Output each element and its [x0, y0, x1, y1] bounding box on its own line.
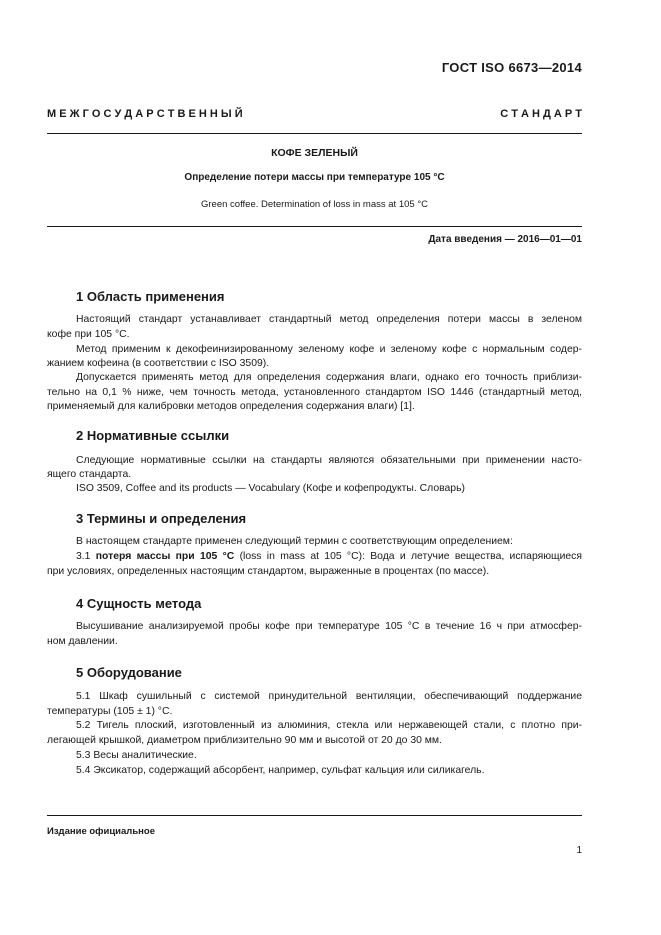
paragraph-line: Следующие нормативные ссылки на стандарты являются обязательными при применении насто-: [76, 455, 582, 466]
paragraph-line: Метод применим к декофеинизированному зеленому кофе и зеленому кофе с нормальным содер-: [76, 344, 582, 355]
paragraph-line: жанием кофеина (в соответствии с ISO 3509).: [47, 358, 270, 369]
term-definition-line: [76, 549, 582, 565]
document-subtitle: Определение потери массы при температуре 105 °С: [184, 172, 445, 183]
term-number: 3.1: [76, 551, 91, 562]
paragraph-line: температуры (105 ± 1) °С.: [47, 706, 173, 717]
footer-divider: [47, 815, 582, 816]
section-heading: 4 Сущность метода: [76, 596, 202, 611]
paragraph-line: Высушивание анализируемой пробы кофе при температуре 105 °С в течение 16 ч при атмосфер-: [76, 621, 582, 632]
divider: [47, 226, 582, 227]
paragraph-line: при условиях, определенных настоящим стандартом, выраженные в процентах (по массе).: [47, 566, 490, 577]
paragraph-line: применяемый для калибровки методов определения содержания влаги) [1].: [47, 401, 415, 412]
paragraph-line: тельно на 0,1 % ниже, чем точность метода, установленного стандартом ISO 1446 (стандартный метод,: [47, 387, 582, 398]
section-heading: 1 Область применения: [76, 289, 225, 304]
paragraph-line: Настоящий стандарт устанавливает стандартный метод определения потери массы в зеленом: [76, 314, 582, 325]
page-number: 1: [576, 845, 582, 856]
paragraph-line: 5.2 Тигель плоский, изготовленный из алюминия, стекла или нержавеющей стали, с плотно при-: [76, 720, 582, 731]
paragraph-line: Допускается применять метод для определения содержания влаги, однако его точность приблизи-: [76, 372, 582, 383]
document-title: КОФЕ ЗЕЛЕНЫЙ: [271, 147, 358, 159]
standard-type-banner: [47, 108, 582, 124]
official-edition-note: Издание официальное: [47, 826, 155, 837]
introduction-date: Дата введения — 2016—01—01: [428, 234, 582, 245]
term-name: потеря массы при 105 °С: [95, 551, 235, 562]
banner-left: М Е Ж Г О С У Д А Р С Т В Е Н Н Ы Й: [47, 108, 243, 120]
document-title-english: Green coffee. Determination of loss in mass at 105 °C: [201, 199, 428, 210]
section-heading: 5 Оборудование: [76, 665, 182, 680]
paragraph-line: 5.1 Шкаф сушильный с системой принудительной вентиляции, обеспечивающий поддержание: [76, 691, 582, 702]
divider: [47, 133, 582, 134]
paragraph-line: В настоящем стандарте применен следующий термин с соответствующим определением:: [76, 536, 513, 547]
term-definition: (loss in mass at 105 °C): Вода и летучие вещества, испаряющиеся: [239, 551, 582, 562]
standard-number: ГОСТ ISO 6673—2014: [441, 60, 582, 75]
section-heading: 2 Нормативные ссылки: [76, 428, 230, 443]
paragraph-line: ном давлении.: [47, 636, 118, 647]
paragraph-line: кофе при 105 °С.: [47, 329, 130, 340]
banner-right: С Т А Н Д А Р Т: [500, 108, 582, 120]
paragraph-line: ящего стандарта.: [47, 469, 132, 480]
paragraph-line: ISO 3509, Coffee and its products — Vocabulary (Кофе и кофепродукты. Словарь): [76, 483, 465, 494]
paragraph-line: 5.4 Эксикатор, содержащий абсорбент, например, сульфат кальция или силикагель.: [76, 765, 485, 776]
paragraph-line: легающей крышкой, диаметром приблизительно 90 мм и высотой от 20 до 30 мм.: [47, 735, 442, 746]
paragraph-line: 5.3 Весы аналитические.: [76, 750, 197, 761]
section-heading: 3 Термины и определения: [76, 511, 247, 526]
